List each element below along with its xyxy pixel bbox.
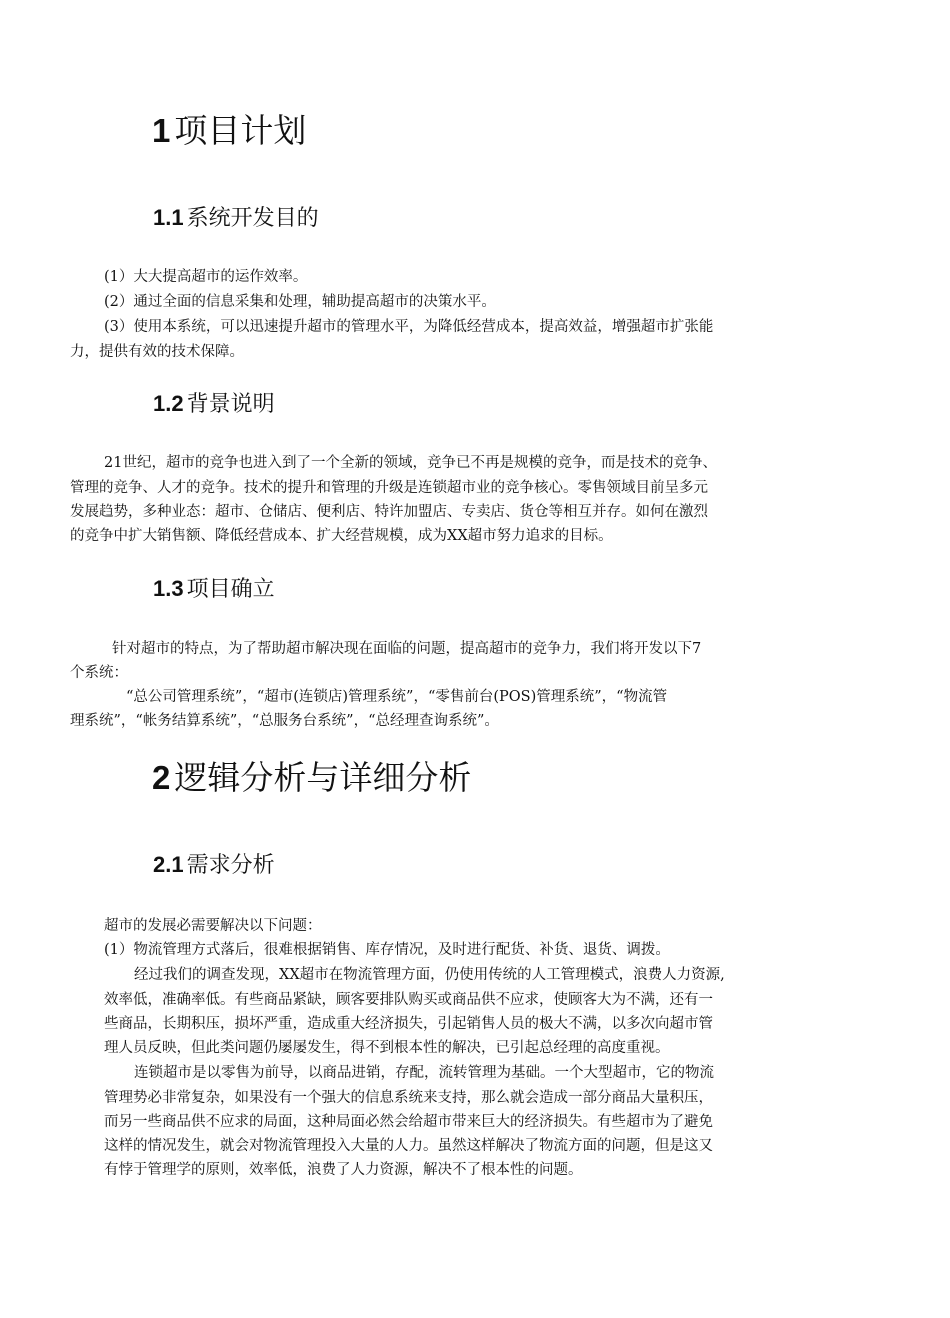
paragraph-line: (1）大大提高超市的运作效率。 [104,269,308,285]
paragraph-line: 21世纪，超市的竞争也进入到了一个全新的领域，竞争已不再是规模的竞争，而是技术的竞争、 [104,455,717,471]
paragraph-line: (3）使用本系统，可以迅速提升超市的管理水平，为降低经营成本，提高效益，增强超市扩张能 [104,319,714,335]
section-2-heading [152,758,471,798]
paragraph-line: 经过我们的调查发现，XX超市在物流管理方面，仍使用传统的人工管理模式，浪费人力资源, [134,967,725,983]
paragraph-line: 理人员反映，但此类问题仍屡屡发生，得不到根本性的解决，已引起总经理的高度重视。 [104,1040,670,1056]
section-2-1-heading [153,851,275,880]
paragraph-line: 管理势必非常复杂，如果没有一个强大的信息系统来支持，那么就会造成一部分商品大量积压， [104,1090,713,1106]
section-number: 2.1 [153,852,184,877]
section-number: 1.1 [153,205,184,230]
section-number: 2 [152,759,171,796]
paragraph-line: “总公司管理系统”，“超市(连锁店)管理系统”，“零售前台(POS)管理系统”，“物流管 [126,689,668,705]
section-1-1-heading [153,204,319,233]
paragraph-line: 这样的情况发生，就会对物流管理投入大量的人力。虽然这样解决了物流方面的问题，但是这又 [104,1138,713,1154]
section-title: 项目确立 [186,577,275,602]
section-1-heading [152,111,306,151]
paragraph-line: 管理的竞争、人才的竞争。技术的提升和管理的升级是连锁超市业的竞争核心。零售领域目前呈多元 [70,480,708,496]
paragraph-line: 个系统： [70,665,128,681]
paragraph-line: 理系统”，“帐务结算系统”，“总服务台系统”，“总经理查询系统”。 [70,713,499,729]
paragraph-line: 力，提供有效的技术保障。 [70,344,244,360]
section-title: 系统开发目的 [186,206,319,231]
section-1-2-heading [153,390,275,419]
paragraph-line: 超市的发展必需要解决以下问题： [104,918,322,934]
section-title: 项目计划 [174,111,307,150]
section-number: 1.2 [153,391,184,416]
paragraph-line: 连锁超市是以零售为前导，以商品进销，存配，流转管理为基础。一个大型超市，它的物流 [134,1065,714,1081]
paragraph-line: (1）物流管理方式落后，很难根据销售、库存情况，及时进行配货、补货、退货、调拨。 [104,942,670,958]
section-number: 1.3 [153,576,184,601]
paragraph-line: 的竞争中扩大销售额、降低经营成本、扩大经营规模，成为XX超市努力追求的目标。 [70,528,613,544]
paragraph-line: 些商品，长期积压，损坏严重，造成重大经济损失，引起销售人员的极大不满，以多次向超市管 [104,1016,713,1032]
section-number: 1 [152,112,171,149]
section-title: 需求分析 [186,853,275,878]
section-title: 背景说明 [186,392,275,417]
paragraph-line: 而另一些商品供不应求的局面，这种局面必然会给超市带来巨大的经济损失。有些超市为了避免 [104,1114,713,1130]
paragraph-line: 发展趋势，多种业态：超市、仓储店、便利店、特许加盟店、专卖店、货仓等相互并存。如何在激烈 [70,504,708,520]
paragraph-line: 针对超市的特点，为了帮助超市解决现在面临的问题，提高超市的竞争力，我们将开发以下7 [112,641,702,657]
paragraph-line: 有悖于管理学的原则，效率低，浪费了人力资源，解决不了根本性的问题。 [104,1162,583,1178]
paragraph-line: 效率低，准确率低。有些商品紧缺，顾客要排队购买或商品供不应求，使顾客大为不满，还有一 [104,992,713,1008]
section-title: 逻辑分析与详细分析 [174,758,472,797]
paragraph-line: (2）通过全面的信息采集和处理，辅助提高超市的决策水平。 [104,294,496,310]
section-1-3-heading [153,575,275,604]
